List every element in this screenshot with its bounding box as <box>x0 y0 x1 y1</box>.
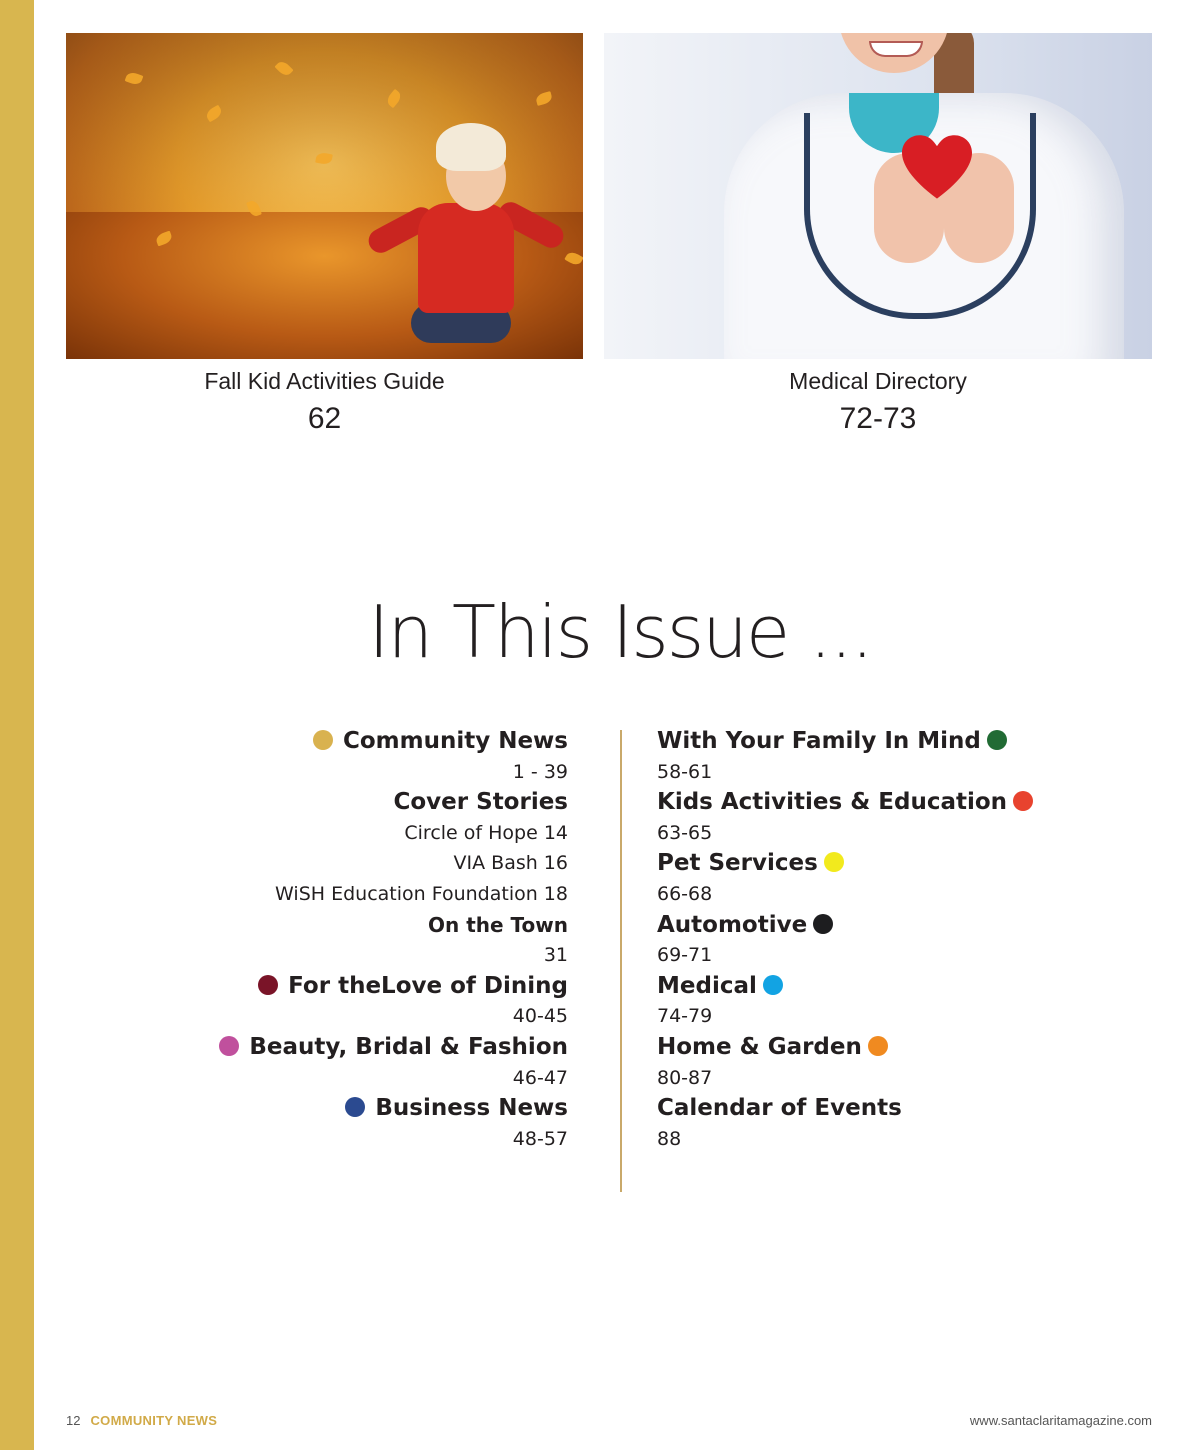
feature-fall-kid-activities[interactable] <box>66 33 583 437</box>
toc-section-heading[interactable] <box>657 848 1033 879</box>
page-title: In This Issue ... <box>368 590 872 674</box>
toc-section-heading[interactable] <box>219 787 568 818</box>
toc-entry-text: 31 <box>543 944 568 967</box>
toc-entry-text: 58-61 <box>657 760 713 783</box>
toc-right-column <box>657 726 1033 1154</box>
toc-entry-text: 74-79 <box>657 1005 713 1028</box>
toc-entry-text: 1 - 39 <box>512 760 568 783</box>
section-color-dot-icon <box>824 852 844 872</box>
toc-page-ref[interactable] <box>219 757 568 788</box>
section-color-dot-icon <box>987 730 1007 750</box>
toc-entry-text: With Your Family In Mind <box>657 728 981 754</box>
section-color-dot-icon <box>1013 791 1033 811</box>
footer-page-number: 12 <box>66 1413 81 1428</box>
toc-section-heading[interactable] <box>657 787 1033 818</box>
toc-entry-text: Cover Stories <box>393 789 568 816</box>
feature-caption: Medical Directory <box>789 368 967 394</box>
toc-entry-text: Beauty, Bridal & Fashion <box>249 1033 568 1060</box>
autumn-child-photo <box>66 33 583 359</box>
toc-entry-text: 88 <box>657 1127 682 1150</box>
toc-section-heading[interactable] <box>219 726 568 757</box>
feature-caption: Fall Kid Activities Guide <box>204 368 445 394</box>
toc-entry-text: For theLove of Dining <box>288 972 568 999</box>
toc-entry-text: Home & Garden <box>657 1033 862 1060</box>
toc-page-ref[interactable] <box>219 1124 568 1155</box>
toc-entry-text: 66-68 <box>657 882 713 905</box>
toc-entry-text: Kids Activities & Education <box>657 789 1008 816</box>
section-color-dot-icon <box>813 914 833 934</box>
toc-entry-text: 63-65 <box>657 821 713 844</box>
toc-page-ref[interactable] <box>657 757 1033 788</box>
toc-entry-text: Community News <box>342 728 568 754</box>
section-color-dot-icon <box>258 975 278 995</box>
toc-entry-text: On the Town <box>428 912 568 937</box>
toc-page-ref[interactable] <box>219 1063 568 1094</box>
section-color-dot-icon <box>313 730 333 750</box>
doctor-heart-photo <box>604 33 1152 359</box>
toc-page-ref[interactable] <box>219 879 568 910</box>
toc-entry-text: Circle of Hope 14 <box>404 821 568 844</box>
toc-page-ref[interactable] <box>219 1001 568 1032</box>
section-color-dot-icon <box>345 1097 365 1117</box>
feature-medical-directory[interactable] <box>604 33 1152 437</box>
toc-entry-text: VIA Bash 16 <box>453 852 568 875</box>
toc-section-heading[interactable] <box>219 971 568 1002</box>
toc-entry-text: 69-71 <box>657 944 713 967</box>
toc-page-ref[interactable] <box>219 848 568 879</box>
toc-page-ref[interactable] <box>657 1001 1033 1032</box>
toc-entry-text: 80-87 <box>657 1066 713 1089</box>
toc-entry-text: 48-57 <box>512 1127 568 1150</box>
gold-side-bar <box>0 0 34 1450</box>
section-color-dot-icon <box>868 1036 888 1056</box>
toc-entry-text: WiSH Education Foundation 18 <box>275 882 568 905</box>
toc-page-ref[interactable] <box>219 940 568 971</box>
section-color-dot-icon <box>219 1036 239 1056</box>
toc-divider <box>620 730 622 1192</box>
toc-entry-text: 46-47 <box>512 1066 568 1089</box>
toc-section-heading[interactable] <box>657 971 1033 1002</box>
toc-entry-text: Pet Services <box>657 850 818 877</box>
toc-section-heading[interactable] <box>219 1032 568 1063</box>
toc-section-heading[interactable] <box>657 910 1033 941</box>
toc-section-heading[interactable] <box>657 1032 1033 1063</box>
footer-left <box>66 1413 217 1428</box>
toc-page-ref[interactable] <box>657 879 1033 910</box>
section-color-dot-icon <box>763 975 783 995</box>
toc-section-heading[interactable] <box>657 1093 1033 1124</box>
toc-section-heading[interactable] <box>657 726 1033 757</box>
toc-entry-text: Medical <box>657 972 757 999</box>
feature-page-number: 62 <box>307 402 342 435</box>
footer-section-name: COMMUNITY NEWS <box>90 1413 218 1428</box>
toc-page-ref[interactable] <box>657 818 1033 849</box>
toc-section-heading[interactable] <box>219 910 568 941</box>
toc-page-ref[interactable] <box>657 940 1033 971</box>
toc-entry-text: Automotive <box>657 911 808 938</box>
toc-section-heading[interactable] <box>219 1093 568 1124</box>
toc-left-column <box>219 726 568 1154</box>
toc-page-ref[interactable] <box>219 818 568 849</box>
toc-entry-text: Calendar of Events <box>657 1095 902 1122</box>
feature-page-number: 72-73 <box>839 402 917 435</box>
toc-page-ref[interactable] <box>657 1063 1033 1094</box>
toc-entry-text: Business News <box>375 1095 568 1122</box>
toc-entry-text: 40-45 <box>512 1005 568 1028</box>
toc-page-ref[interactable] <box>657 1124 1033 1155</box>
heart-icon <box>902 133 972 203</box>
footer-website[interactable]: www.santaclaritamagazine.com <box>969 1413 1152 1428</box>
